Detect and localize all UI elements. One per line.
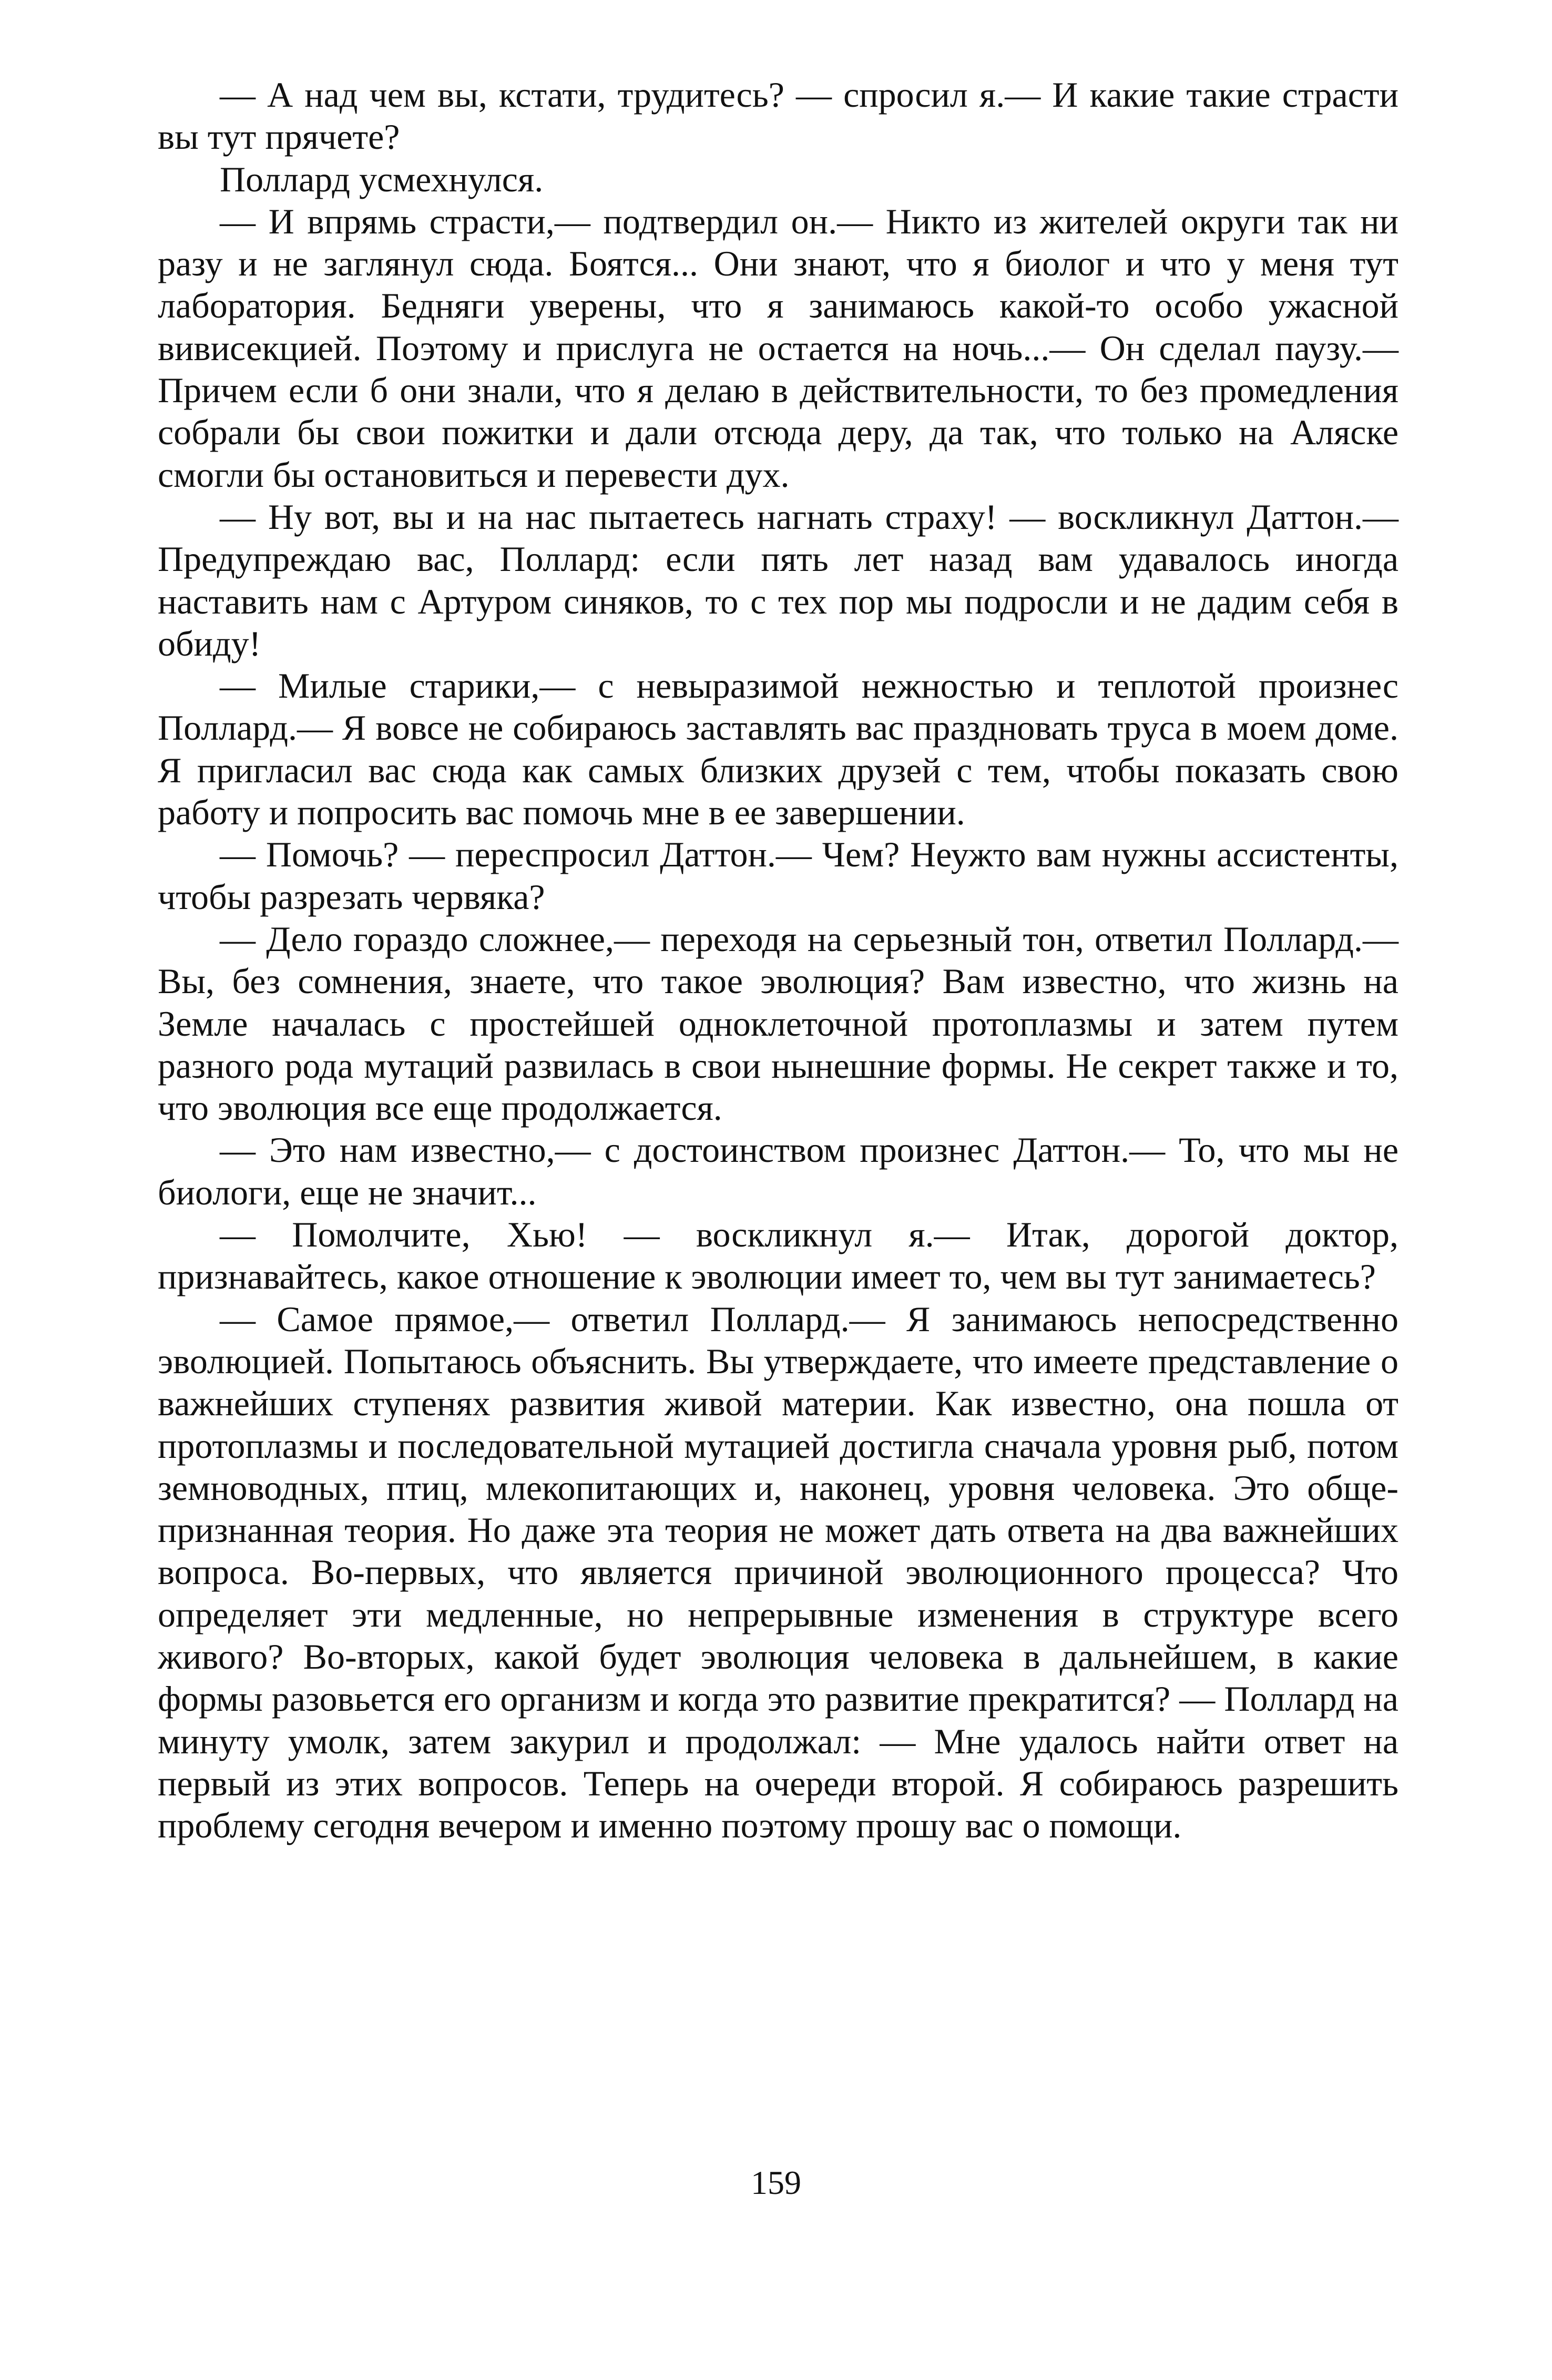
paragraph-1: — А над чем вы, кстати, трудитесь? — спросил я.— И какие такие страсти вы тут прячете? [158, 75, 1398, 157]
paragraph-4: — Ну вот, вы и на нас пытаетесь нагнать страху! — воскликнул Даттон.— Предупреждаю вас, Поллард: если пять лет назад вам удавалось иногда наставить нам с Артуром синяков, то с тех пор мы подросли и не дадим себя в обиду! [158, 496, 1398, 663]
paragraph-6: — Помочь? — переспросил Даттон.— Чем? Неужто вам нужны ассистенты, чтобы разрезать червяка? [158, 834, 1398, 917]
paragraph-10: — Самое прямое,— ответил Поллард.— Я занимаюсь непосредственно эволюцией. Попытаюсь объяснить. Вы утверждаете, что имеете представление о важнейших ступенях развития живой материи. Как известно, она пошла от протоплазмы и последовательной мутацией достигла сначала уровня рыб, потом земноводных, птиц, млекопитающих и, наконец, уровня человека. Это общепризнанная теория. Но даже эта теория не может дать ответа на два важнейших вопроса. Во-первых, что является причиной эволюционного процесса? Что определяет эти медленные, но непрерывные изменения в структуре всего живого? Во-вторых, какой будет эволюция человека в дальнейшем, в какие формы разовьется его организм и когда это развитие прекратится? — Поллард на минуту умолк, затем закурил и продолжал: — Мне удалось найти ответ на первый из этих вопросов. Теперь на очереди второй. Я собираюсь разрешить проблему сегодня вечером и именно поэтому прошу вас о помощи. [158, 1299, 1398, 1846]
page-number: 159 [751, 2164, 801, 2201]
paragraph-8: — Это нам известно,— с достоинством произнес Даттон.— То, что мы не биологи, еще не значит... [158, 1130, 1398, 1212]
paragraph-5: — Милые старики,— с невыразимой нежностью и теплотой произнес Поллард.— Я вовсе не собираюсь заставлять вас праздновать труса в моем доме. Я пригласил вас сюда как самых близких друзей с тем, чтобы показать свою работу и попросить вас помочь мне в ее завершении. [158, 666, 1398, 833]
paragraph-7: — Дело гораздо сложнее,— переходя на серьезный тон, ответил Поллард.— Вы, без сомнения, знаете, что такое эволюция? Вам известно, что жизнь на Земле началась с простейшей одноклеточной протоплазмы и затем путем разного рода мутаций развилась в свои нынешние формы. Не секрет также и то, что эволюция все еще продолжается. [158, 918, 1398, 1128]
page-text [158, 74, 1398, 1846]
paragraph-2: Поллард усмехнулся. [220, 159, 544, 199]
paragraph-3: — И впрямь страсти,— подтвердил он.— Никто из жителей округи так ни разу и не заглянул сюда. Боятся... Они знают, что я биолог и что у меня тут лаборатория. Бедняги уверены, что я занимаюсь какой-то особо ужасной вивисекцией. Поэтому и прислуга не остается на ночь...— Он сделал паузу.— Причем если б они знали, что я делаю в действительности, то без промедления собрали бы свои пожитки и дали отсюда деру, да так, что только на Аляске смогли бы остановиться и перевести дух. [158, 201, 1398, 495]
paragraph-9: — Помолчите, Хью! — воскликнул я.— Итак, дорогой доктор, признавайтесь, какое отношение к эволюции имеет то, чем вы тут занимаетесь? [158, 1214, 1398, 1297]
